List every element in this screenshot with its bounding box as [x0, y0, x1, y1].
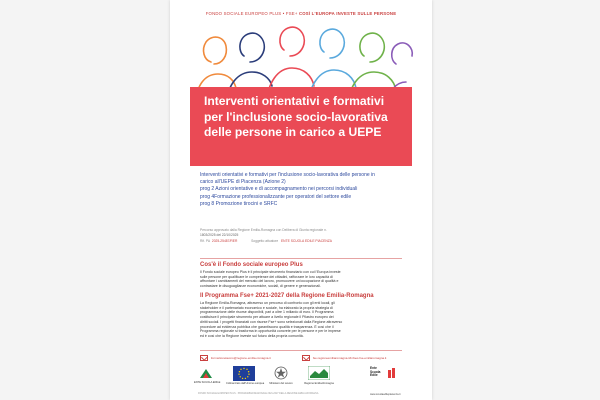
soggetto-label: Soggetto attuatore [251, 238, 279, 243]
eu-label: Cofinanziato dall'Unione europea [226, 382, 265, 385]
contact-email-1[interactable] [200, 355, 271, 361]
summary-line: carico all'UEPE di Piacenza (Azione 2) [200, 179, 286, 186]
mail-icon [302, 355, 310, 361]
ente-scuola-edile-logo-icon [198, 366, 214, 380]
banner-title [204, 94, 406, 141]
top-tagline [170, 11, 432, 16]
summary-line: Interventi orientativi e formativi per l'inclusione socio-lavorativa delle persone in [200, 172, 375, 178]
contact-email-text: fse.regioneemiliaromagna.it/infoes.fse-emiliaromagna.it [312, 355, 387, 360]
banner-title-line: delle persone in carico a UEPE [204, 125, 382, 139]
body-line: contrastare le disuguaglianze economiche, sociali, di genere e generazionali. [200, 284, 321, 289]
body-line: stakeholder e il partenariato economico e sociale, ha elaborato la propria strategia di [200, 305, 333, 310]
section-title-program: Il Programma Fse+ 2021-2027 della Regione Emilia-Romagna [200, 293, 374, 299]
soggetto-value: ENTE SCUOLA EDILE PIACENZA [280, 238, 332, 243]
rif-pa-value: 2025-25487/RER [211, 238, 238, 243]
website-link[interactable]: www.scuolaedilepiacenza.it [370, 393, 401, 396]
body-line: programmazione delle risorse disponibili, pari a oltre 1 miliardo di euro. Il Programma [200, 310, 334, 315]
emilia-romagna-region-icon [308, 366, 330, 380]
title-banner [190, 87, 412, 166]
contact-email-2[interactable] [302, 355, 386, 361]
poster [170, 0, 432, 400]
body-line: diritti sociali. I progetti finanziati con risorse Fse+ sono selezionati dalla Regione attraverso [200, 319, 343, 324]
body-line: sulle persone per qualificare le competenze dei cittadini, rafforzare le loro capacità di [200, 274, 333, 279]
fund-name: FONDO SOCIALE EUROPEO PLUS [205, 11, 282, 16]
section-body-program [200, 301, 404, 339]
ente-right-logo-icon [387, 367, 397, 379]
summary-line: prog 8 Promozione tirocini e SRFC [200, 200, 278, 207]
ente-right-wordmark [370, 367, 386, 378]
body-line: Programma regionale si trasforma in opportunità concrete per le persone e per le imprese [200, 329, 341, 334]
body-line: procedure ad evidenza pubblica che garantiscono qualità e trasparenza. È così che il [200, 324, 334, 329]
ente-right-line: Edile [370, 373, 378, 378]
ministry-label: Ministero del Lavoro [269, 382, 293, 385]
contact-email-text: formazionelavoro@regione.emilia-romagna.it [210, 355, 271, 360]
body-line: ed è così che la Regione investe sul futuro della propria comunità. [200, 333, 304, 338]
banner-title-line: per l'inclusione socio-lavorativa [204, 109, 388, 124]
approval-ref: 1803/2025 del 22/10/2025 [200, 233, 239, 238]
banner-title-line: Interventi orientativi e formativi [204, 94, 385, 108]
ente-left-name: ENTE SCUOLA EDILE [194, 381, 221, 384]
meta-refs [200, 239, 410, 244]
rif-pa-label: Rif. PA [200, 238, 211, 243]
section-divider [200, 258, 402, 259]
body-line: La Regione Emilia-Romagna, attraverso un percorso di confronto con gli enti locali, gli [200, 301, 335, 305]
body-line: Il Fondo sociale europeo Plus è il principale strumento finanziario con cui l'Europa investe [200, 270, 341, 274]
mail-icon [200, 355, 208, 361]
ente-right-line: Ente [370, 366, 377, 370]
tagline: COSÌ L'EUROPA INVESTE SULLE PERSONE [298, 11, 397, 16]
section-body-fse [200, 270, 404, 289]
section-title-fse: Cos'è il Fondo sociale europeo Plus [200, 262, 303, 268]
summary-line: prog 4Formazione professionalizzante per operatori del settore edile [200, 193, 352, 200]
project-summary [200, 172, 410, 208]
ente-right-line: Scuola [370, 369, 381, 374]
program-name: FSE+ [285, 11, 298, 16]
body-line: costituisce il principale strumento per attuare a livello regionale il Pilastro europeo dei [200, 315, 334, 320]
body-line: affrontare i cambiamenti del mercato del lavoro, promuovere un'occupazione di qualità e [200, 279, 339, 284]
summary-line: prog 2 Azioni orientative e di accompagnamento nei percorsi individuali [200, 186, 358, 193]
separator: • [282, 11, 285, 16]
approval-text: Percorso approvato dalla Regione Emilia-Romagna con Delibera di Giunta regionale n. [200, 228, 327, 232]
section-divider [200, 350, 402, 351]
approval-meta [200, 228, 410, 244]
eu-flag-icon [233, 366, 255, 381]
region-label: Regione Emilia-Romagna [304, 382, 334, 385]
italian-emblem-icon [274, 365, 288, 381]
footer-note: FONDO SOCIALE EUROPEO PLUS · PROGRAMMA REGIONALE 2021-2027 DELLA REGIONE EMILIA-ROMAGNA [198, 393, 319, 395]
